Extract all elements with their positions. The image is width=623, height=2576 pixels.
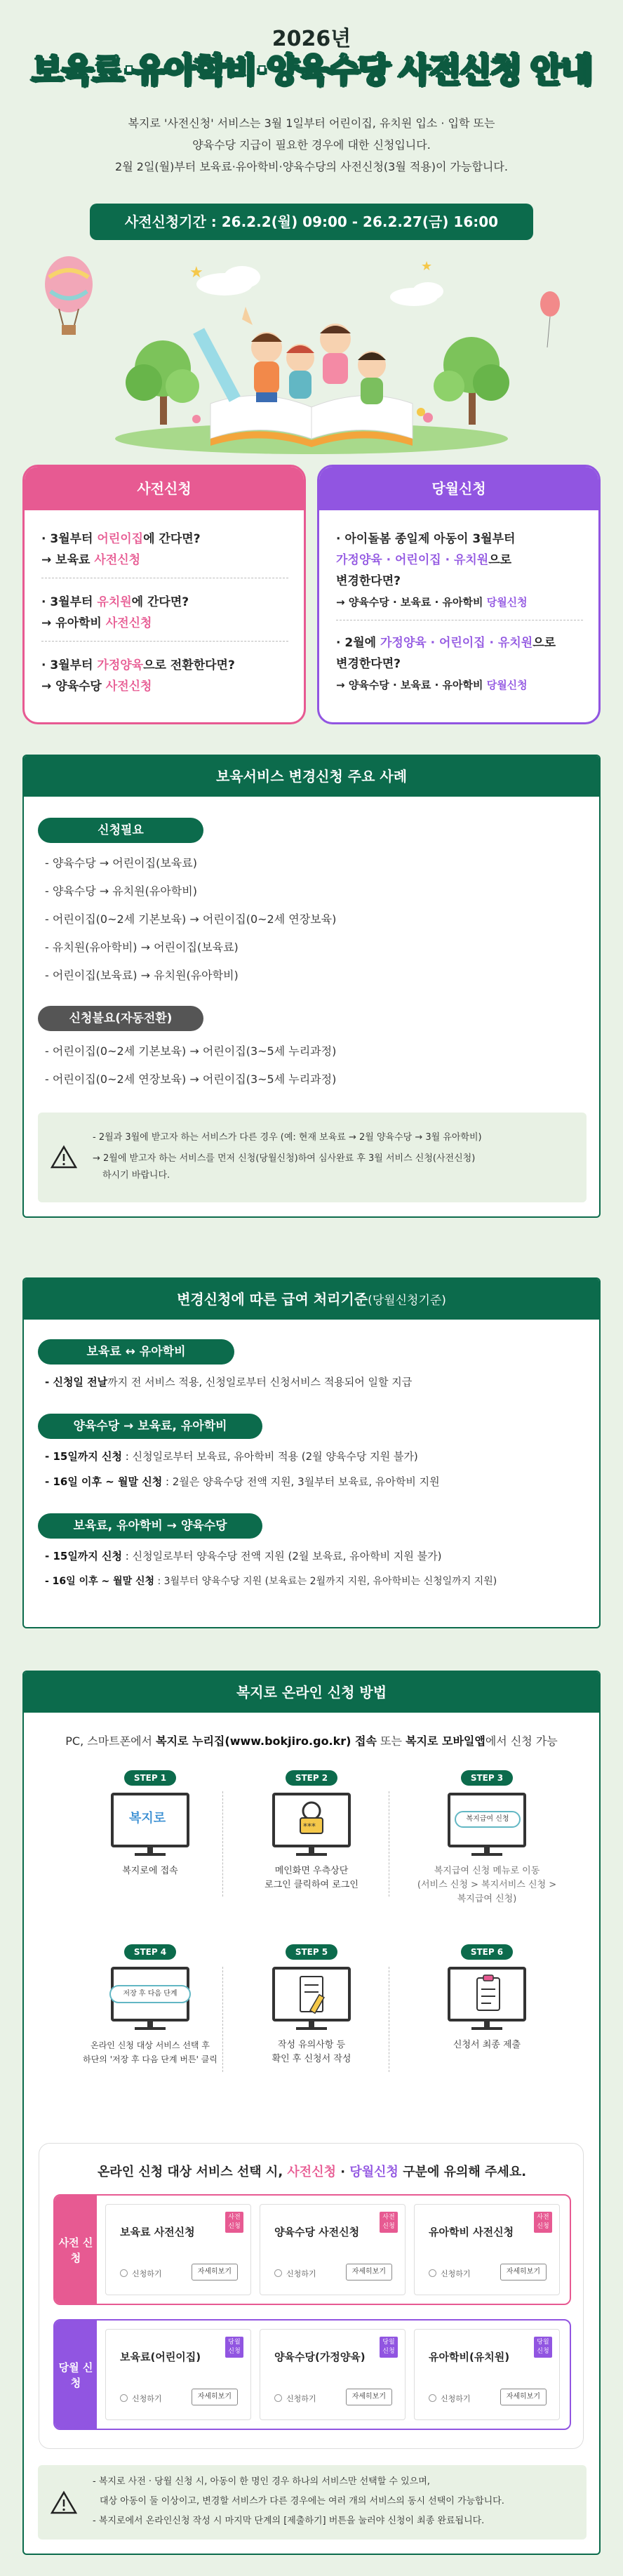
group-label: 당월 신청 bbox=[55, 2321, 97, 2429]
bokjiro-logo: 복지로 bbox=[129, 1811, 166, 1826]
application-channel-text: PC, 스마트폰에서 복지로 누리집(www.bokjiro.go.kr) 접속 또는 복지로 모바일앱에서 신청 가능 bbox=[65, 1734, 558, 1748]
notice-line: - 복지로에서 온라인신청 작성 시 마지막 단계의 [제출하기] 버튼을 눌러야 신청이 최종 완료됩니다. bbox=[93, 2516, 485, 2526]
service-selection-title: 온라인 신청 대상 서비스 선택 시, 사전신청 · 당월신청 구분에 유의해 주세요. bbox=[97, 2165, 527, 2179]
service-tag: 사전 신청 bbox=[534, 2212, 552, 2233]
section-title: 변경신청에 따른 급여 처리기준(당월신청기준) bbox=[24, 1279, 599, 1320]
service-tag: 당월 신청 bbox=[380, 2337, 398, 2358]
case-item: · 3월부터 유치원에 간다면? → 유아학비 사전신청 bbox=[41, 595, 189, 630]
monitor-icon bbox=[448, 1967, 526, 2021]
detail-button[interactable]: 자세히보기 bbox=[500, 2264, 547, 2280]
intro-text bbox=[0, 112, 623, 178]
monitor-icon bbox=[272, 1967, 351, 2021]
service-selection-box bbox=[39, 2143, 584, 2449]
step-4 bbox=[80, 1944, 220, 2092]
child-figure bbox=[358, 351, 386, 404]
svg-text:★: ★ bbox=[189, 264, 203, 281]
monitor-icon bbox=[111, 1967, 189, 2021]
step-text: 작성 유의사항 등 확인 후 신청서 작성 bbox=[272, 2040, 351, 2064]
step-text: 메인화면 우측상단 로그인 클릭하여 로그인 bbox=[264, 1866, 359, 1890]
case-item: · 2월에 가정양육 · 어린이집 · 유치원으로 변경한다면? → 양육수당 · 보육료 · 유아학비 당월신청 bbox=[336, 636, 556, 691]
submit-document-icon bbox=[474, 1974, 502, 2014]
notice-line: 대상 아동이 둘 이상이고, 변경할 서비스가 다른 경우에는 여러 개의 서비스의 동시 선택이 가능합니다. bbox=[100, 2496, 504, 2507]
service-option bbox=[414, 2329, 560, 2420]
service-tag: 사전 신청 bbox=[380, 2212, 398, 2233]
children-book-illustration bbox=[0, 242, 623, 456]
same-month-application-card bbox=[317, 465, 601, 724]
section-title: 복지로 온라인 신청 방법 bbox=[24, 1672, 599, 1713]
warning-icon bbox=[51, 2490, 77, 2514]
monitor-icon bbox=[448, 1793, 526, 1847]
criteria-line: - 16일 이후 ~ 월말 신청 : 2월은 양육수당 전액 지원, 3월부터 보육료, 유아학비 지원 bbox=[45, 1475, 440, 1488]
service-option bbox=[260, 2204, 406, 2295]
change-cases-section bbox=[22, 755, 601, 1218]
step-text: 복지급여 신청 메뉴로 이동 (서비스 신청 > 복지서비스 신청 > 복지급여 신청) bbox=[417, 1866, 557, 1904]
monitor-icon bbox=[111, 1793, 189, 1847]
service-name: 양육수당 사전신청 bbox=[274, 2226, 360, 2238]
need-application-label: 신청필요 bbox=[38, 818, 203, 843]
case-item: · 3월부터 가정양육으로 전환한다면? → 양육수당 사전신청 bbox=[41, 658, 235, 693]
step-1 bbox=[87, 1770, 213, 1918]
criteria-line: - 16일 이후 ~ 월말 신청 : 3월부터 양육수당 지원 (보육료는 2월까지 지원, 유아학비는 신청일까지 지원) bbox=[45, 1576, 497, 1587]
service-name: 유아학비(유치원) bbox=[429, 2351, 510, 2363]
svg-text:***: *** bbox=[303, 1821, 316, 1831]
login-lock-icon bbox=[296, 1800, 327, 1840]
criteria-line: - 신청일 전날까지 전 서비스 적용, 신청일로부터 신청서비스 적용되어 일할 지급 bbox=[45, 1376, 413, 1388]
step-badge: STEP 6 bbox=[461, 1944, 513, 1960]
apply-radio[interactable]: 신청하기 bbox=[274, 2393, 316, 2404]
application-period-banner: 사전신청기간 : 26.2.2(월) 09:00 - 26.2.27(금) 16:00 bbox=[90, 204, 533, 240]
welfare-menu-button: 복지급여 신청 bbox=[455, 1811, 521, 1828]
step-text: 신청서 최종 제출 bbox=[453, 2040, 521, 2050]
pre-application-card bbox=[22, 465, 306, 724]
detail-button[interactable]: 자세히보기 bbox=[500, 2389, 547, 2405]
card-title: 사전신청 bbox=[25, 467, 304, 510]
apply-radio[interactable]: 신청하기 bbox=[429, 2393, 471, 2404]
balloon-icon bbox=[540, 291, 560, 347]
service-option bbox=[105, 2204, 251, 2295]
step-badge: STEP 4 bbox=[124, 1944, 176, 1960]
form-writing-icon bbox=[296, 1974, 330, 2016]
svg-text:★: ★ bbox=[421, 259, 433, 274]
service-option bbox=[260, 2329, 406, 2420]
step-6 bbox=[424, 1944, 550, 2092]
tree-icon bbox=[434, 337, 509, 425]
service-name: 보육료 사전신청 bbox=[120, 2226, 195, 2238]
service-option bbox=[105, 2329, 251, 2420]
case-label: 양육수당 → 보육료, 유아학비 bbox=[38, 1414, 262, 1439]
case-label: 보육료 ↔ 유아학비 bbox=[38, 1339, 234, 1365]
monitor-icon bbox=[272, 1793, 351, 1847]
case-line: - 어린이집(0~2세 기본보육) → 어린이집(3~5세 누리과정) bbox=[45, 1044, 337, 1058]
page-title: 보육료·유아학비·양육수당 사전신청 안내 bbox=[31, 51, 592, 89]
tree-icon bbox=[126, 340, 199, 425]
case-item: · 아이돌봄 종일제 아동이 3월부터 가정양육 · 어린이집 · 유치원으로 변경한다면? → 양육수당 · 보육료 · 유아학비 당월신청 bbox=[336, 532, 528, 609]
detail-button[interactable]: 자세히보기 bbox=[346, 2389, 392, 2405]
child-figure bbox=[320, 324, 351, 384]
child-figure bbox=[286, 344, 314, 399]
step-badge: STEP 1 bbox=[124, 1770, 176, 1786]
notice-box bbox=[38, 1113, 587, 1202]
apply-radio[interactable]: 신청하기 bbox=[120, 2393, 162, 2404]
step-text: 복지로에 접속 bbox=[122, 1866, 178, 1876]
step-badge: STEP 3 bbox=[461, 1770, 513, 1786]
auto-conversion-label: 신청불요(자동전환) bbox=[38, 1006, 203, 1031]
child-figure bbox=[251, 332, 282, 402]
notice-line: - 2월과 3월에 받고자 하는 서비스가 다른 경우 (예: 현재 보육료 → 2월 양육수당 → 3월 유아학비) bbox=[93, 1132, 482, 1143]
warning-icon bbox=[51, 1145, 77, 1169]
criteria-line: - 15일까지 신청 : 신청일로부터 양육수당 전액 지원 (2월 보육료, 유아학비 지원 불가) bbox=[45, 1550, 442, 1562]
service-name: 양육수당(가정양육) bbox=[274, 2351, 366, 2363]
intro-line: 양육수당 지급이 필요한 경우에 대한 신청입니다. bbox=[192, 138, 431, 152]
card-title: 당월신청 bbox=[319, 467, 598, 510]
case-line: - 어린이집(보육료) → 유치원(유아학비) bbox=[45, 969, 239, 982]
notice-line: 하시기 바랍니다. bbox=[102, 1170, 170, 1181]
notice-line: - 복지로 사전 · 당월 신청 시, 아동이 한 명인 경우 하나의 서비스만 선택할 수 있으며, bbox=[93, 2476, 430, 2487]
step-5 bbox=[248, 1944, 375, 2092]
same-month-group bbox=[53, 2319, 571, 2430]
case-line: - 양육수당 → 유치원(유아학비) bbox=[45, 884, 197, 898]
notice-box bbox=[38, 2465, 587, 2540]
step-badge: STEP 5 bbox=[286, 1944, 337, 1960]
detail-button[interactable]: 자세히보기 bbox=[346, 2264, 392, 2280]
step-2 bbox=[248, 1770, 375, 1918]
case-item: · 3월부터 어린이집에 간다면? → 보육료 사전신청 bbox=[41, 532, 201, 567]
step-3 bbox=[417, 1770, 557, 1918]
detail-button[interactable]: 자세히보기 bbox=[192, 2264, 238, 2280]
hot-air-balloon-icon bbox=[45, 256, 93, 335]
year-label: 2026년 bbox=[272, 27, 351, 51]
service-name: 유아학비 사전신청 bbox=[429, 2226, 514, 2238]
step-badge: STEP 2 bbox=[286, 1770, 337, 1786]
section-title: 보육서비스 변경신청 주요 사례 bbox=[24, 756, 599, 797]
case-line: - 어린이집(0~2세 연장보육) → 어린이집(3~5세 누리과정) bbox=[45, 1073, 337, 1086]
step-text: 온라인 신청 대상 서비스 선택 후 하단의 '저장 후 다음 단계 버튼' 클릭 bbox=[83, 2040, 217, 2064]
service-tag: 당월 신청 bbox=[534, 2337, 552, 2358]
service-name: 보육료(어린이집) bbox=[120, 2351, 201, 2363]
pencil-icon bbox=[193, 307, 253, 402]
apply-radio[interactable]: 신청하기 bbox=[429, 2268, 471, 2279]
save-next-step-button: 저장 후 다음 단계 bbox=[109, 1985, 191, 2003]
service-tag: 사전 신청 bbox=[225, 2212, 243, 2233]
group-label: 사전 신청 bbox=[55, 2196, 97, 2304]
divider bbox=[41, 641, 288, 642]
intro-line: 2월 2일(월)부터 보육료·유아학비·양육수당의 사전신청(3월 적용)이 가능합니다. bbox=[115, 160, 508, 173]
apply-radio[interactable]: 신청하기 bbox=[274, 2268, 316, 2279]
notice-line: → 2월에 받고자 하는 서비스를 먼저 신청(당월신청)하여 심사완료 후 3월 서비스 신청(사전신청) bbox=[93, 1153, 476, 1164]
payment-criteria-section bbox=[22, 1277, 601, 1628]
case-line: - 유치원(유아학비) → 어린이집(보육료) bbox=[45, 941, 239, 954]
case-line: - 양육수당 → 어린이집(보육료) bbox=[45, 856, 197, 870]
apply-radio[interactable]: 신청하기 bbox=[120, 2268, 162, 2279]
intro-line: 복지로 '사전신청' 서비스는 3월 1일부터 어린이집, 유치원 입소 · 입학 또는 bbox=[128, 117, 495, 130]
pre-application-group bbox=[53, 2194, 571, 2305]
detail-button[interactable]: 자세히보기 bbox=[192, 2389, 238, 2405]
service-option bbox=[414, 2204, 560, 2295]
service-tag: 당월 신청 bbox=[225, 2337, 243, 2358]
case-label: 보육료, 유아학비 → 양육수당 bbox=[38, 1513, 262, 1539]
case-line: - 어린이집(0~2세 기본보육) → 어린이집(0~2세 연장보육) bbox=[45, 912, 337, 926]
criteria-line: - 15일까지 신청 : 신청일로부터 보육료, 유아학비 적용 (2월 양육수당 지원 불가) bbox=[45, 1450, 418, 1463]
